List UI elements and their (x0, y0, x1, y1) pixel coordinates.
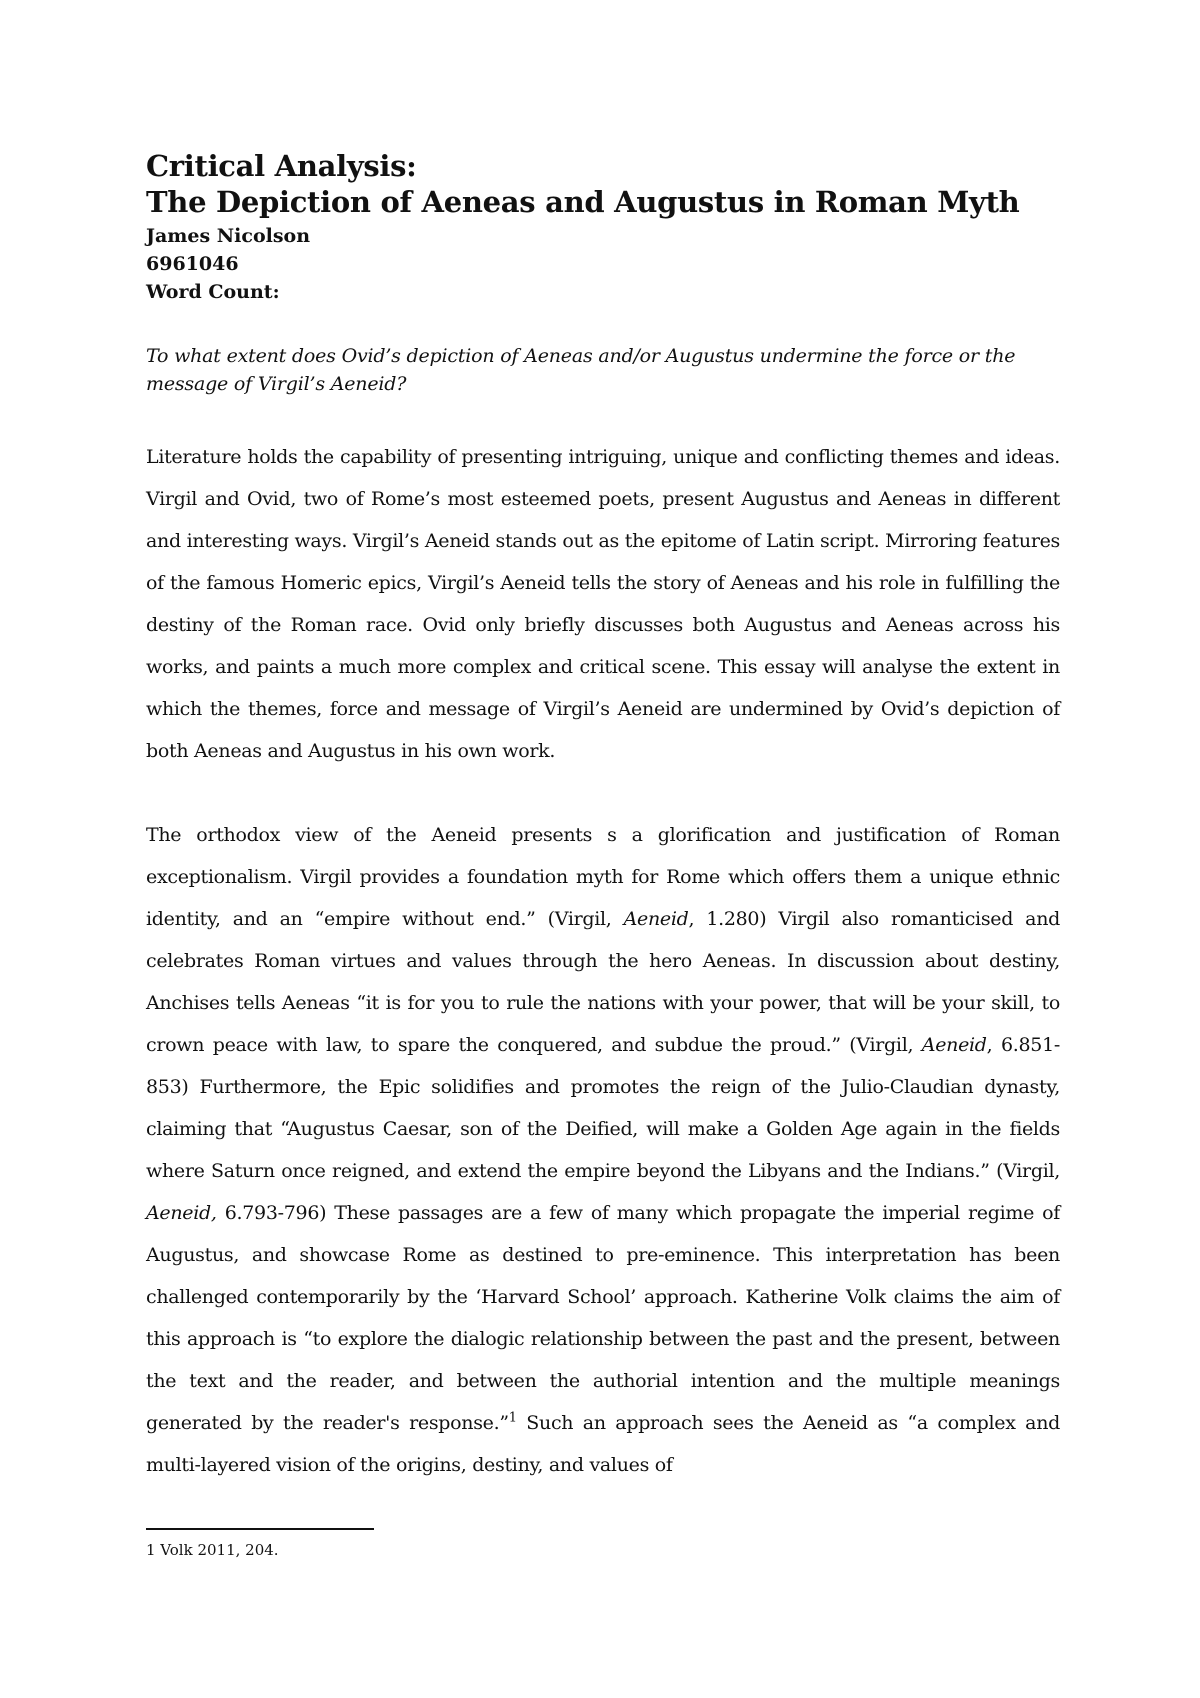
paragraph-1: Literature holds the capability of presenting intriguing, unique and conflicting themes and ideas. Virgil and Ovid, two of Rome’s most esteemed poets, present Augustus and Aeneas in different and interesting ways. Virgil’s Aeneid stands out as the epitome of Latin script. Mirroring features of the famous Homeric epics, Virgil’s Aeneid tells the story of Aeneas and his role in fulfilling the destiny of the Roman race. Ovid only briefly discusses both Augustus and Aeneas across his works, and paints a much more complex and critical scene. This essay will analyse the extent in which the themes, force and message of Virgil’s Aeneid are undermined by Ovid’s depiction of both Aeneas and Augustus in his own work. (146, 446, 1060, 762)
student-id: 6961046 (146, 253, 239, 275)
essay-question: To what extent does Ovid’s depiction of Aeneas and/or Augustus undermine the force or the message of Virgil’s Aeneid? (146, 345, 1016, 395)
document-content (146, 148, 1060, 1486)
word-count-label: Word Count: (146, 281, 280, 303)
footnote-text: 1 Volk 2011, 204. (146, 1541, 279, 1559)
author-details (146, 222, 1060, 306)
paragraph-2-part-4: 6.793-796) These passages are a few of many which propagate the imperial regime of Augustus, and showcase Rome as destined to pre-eminence. This interpretation has been challenged contemporarily by the ‘Harvard School’ approach. Katherine Volk claims the aim of this approach is “to explore the dialogic relationship between the past and the present, between the text and the reader, and between the authorial intention and the multiple meanings generated by the reader's response.” (146, 1202, 1060, 1434)
title-line-2: The Depiction of Aeneas and Augustus in Roman Myth (146, 185, 1020, 219)
author-name: James Nicolson (146, 225, 311, 247)
paragraph-2-part-5: Such an approach sees the Aeneid as “a complex and multi-layered vision of the origins, destiny, and values of (146, 1412, 1061, 1476)
paragraph-2-part-1: The orthodox view of the Aeneid presents s a glorification and justification of Roman exceptionalism. Virgil provides a foundation myth for Rome which offers them a unique ethnic identity, and an “empire without end.” (Virgil, (146, 824, 1060, 930)
footnote-reference: 1 (508, 1410, 517, 1426)
citation-title-3: Aeneid, (146, 1202, 217, 1224)
footnote-divider (146, 1528, 374, 1530)
document-title (146, 148, 1060, 220)
citation-title-2: Aeneid (921, 1034, 987, 1056)
paragraph-2-part-3: , 6.851-853) Furthermore, the Epic solidifies and promotes the reign of the Julio-Claudian dynasty, claiming that “Augustus Caesar, son of the Deified, will make a Golden Age again in the fields where Saturn once reigned, and extend the empire beyond the Libyans and the Indians.” (Virgil, (146, 1034, 1060, 1182)
citation-title-1: Aeneid (623, 908, 689, 930)
paragraph-2-part-2: , 1.280) Virgil also romanticised and celebrates Roman virtues and values through the hero Aeneas. In discussion about destiny, Anchises tells Aeneas “it is for you to rule the nations with your power, that will be your skill, to crown peace with law, to spare the conquered, and subdue the proud.” (Virgil, (146, 908, 1060, 1056)
paragraph-2 (146, 814, 1060, 1486)
title-line-1: Critical Analysis: (146, 149, 417, 183)
